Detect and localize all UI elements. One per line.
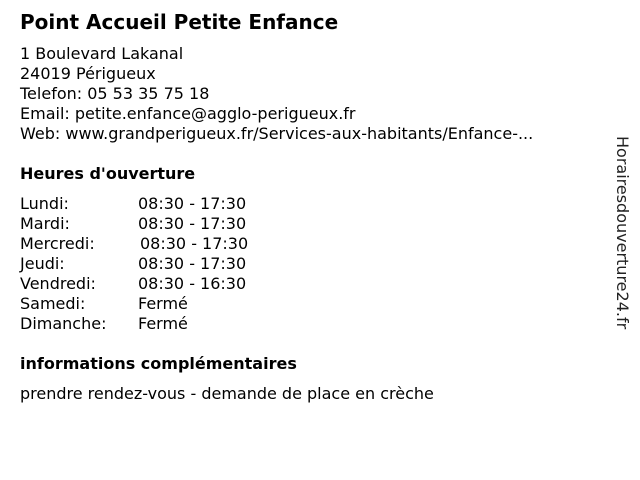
street-address: 1 Boulevard Lakanal — [20, 44, 184, 63]
hours-row-saturday — [20, 294, 320, 314]
address-block — [20, 44, 533, 144]
info-text: prendre rendez-vous - demande de place en crèche — [20, 384, 434, 403]
hours-value: 08:30 - 17:30 — [138, 214, 247, 233]
phone-number: Telefon: 05 53 35 75 18 — [20, 84, 210, 103]
hours-value: 08:30 - 17:30 — [140, 234, 249, 253]
day-label: Lundi: — [20, 194, 69, 213]
hours-value: 08:30 - 17:30 — [138, 194, 247, 213]
hours-value: Fermé — [138, 314, 188, 333]
info-heading: informations complémentaires — [20, 354, 297, 373]
hours-row-friday — [20, 274, 320, 294]
hours-row-wednesday — [20, 234, 320, 254]
hours-value: 08:30 - 16:30 — [138, 274, 247, 293]
watermark-text: Horairesdouverture24.fr — [613, 136, 632, 330]
day-label: Jeudi: — [20, 254, 65, 273]
day-label: Dimanche: — [20, 314, 107, 333]
hours-value: Fermé — [138, 294, 188, 313]
hours-table — [20, 194, 320, 334]
day-label: Vendredi: — [20, 274, 96, 293]
day-label: Mardi: — [20, 214, 70, 233]
hours-row-tuesday — [20, 214, 320, 234]
page-title: Point Accueil Petite Enfance — [20, 10, 339, 34]
hours-row-thursday — [20, 254, 320, 274]
hours-row-sunday — [20, 314, 320, 334]
email-address: Email: petite.enfance@agglo-perigueux.fr — [20, 104, 356, 123]
day-label: Samedi: — [20, 294, 86, 313]
hours-heading: Heures d'ouverture — [20, 164, 196, 183]
hours-row-monday — [20, 194, 320, 214]
day-label: Mercredi: — [20, 234, 95, 253]
website-url: Web: www.grandperigueux.fr/Services-aux-habitants/Enfance-... — [20, 124, 534, 143]
watermark — [612, 136, 636, 370]
city-address: 24019 Périgueux — [20, 64, 156, 83]
hours-value: 08:30 - 17:30 — [138, 254, 247, 273]
